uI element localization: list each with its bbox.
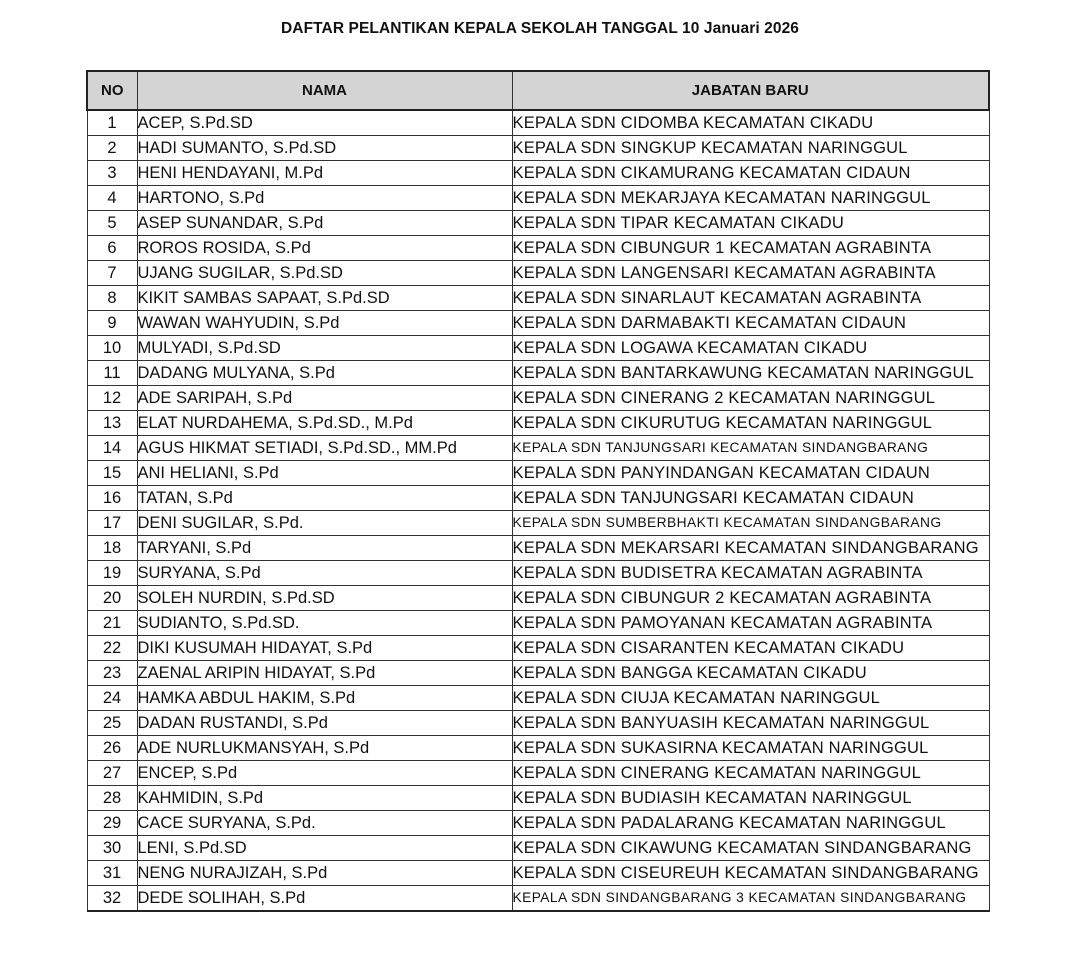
table-body (87, 110, 989, 911)
person-name: TATAN, S.Pd (137, 486, 512, 511)
person-name: KIKIT SAMBAS SAPAAT, S.Pd.SD (137, 286, 512, 311)
new-position: KEPALA SDN CISARANTEN KECAMATAN CIKADU (512, 636, 989, 661)
row-number: 14 (87, 436, 137, 461)
table-row (87, 436, 989, 461)
new-position: KEPALA SDN MEKARSARI KECAMATAN SINDANGBARANG (512, 536, 989, 561)
new-position: KEPALA SDN SINDANGBARANG 3 KECAMATAN SINDANGBARANG (512, 886, 989, 912)
new-position: KEPALA SDN CIKURUTUG KECAMATAN NARINGGUL (512, 411, 989, 436)
appointment-table (86, 70, 990, 912)
new-position: KEPALA SDN MEKARJAYA KECAMATAN NARINGGUL (512, 186, 989, 211)
person-name: ACEP, S.Pd.SD (137, 110, 512, 136)
table-row (87, 511, 989, 536)
table-row (87, 336, 989, 361)
table-row (87, 286, 989, 311)
table-row (87, 211, 989, 236)
row-number: 8 (87, 286, 137, 311)
row-number: 5 (87, 211, 137, 236)
person-name: ANI HELIANI, S.Pd (137, 461, 512, 486)
row-number: 31 (87, 861, 137, 886)
row-number: 22 (87, 636, 137, 661)
column-header-jabatan: JABATAN BARU (512, 71, 989, 110)
table-row (87, 636, 989, 661)
table-row (87, 110, 989, 136)
row-number: 2 (87, 136, 137, 161)
person-name: HAMKA ABDUL HAKIM, S.Pd (137, 686, 512, 711)
table-row (87, 261, 989, 286)
row-number: 27 (87, 761, 137, 786)
table-row (87, 786, 989, 811)
table-row (87, 186, 989, 211)
new-position: KEPALA SDN BUDIASIH KECAMATAN NARINGGUL (512, 786, 989, 811)
row-number: 1 (87, 110, 137, 136)
new-position: KEPALA SDN SINGKUP KECAMATAN NARINGGUL (512, 136, 989, 161)
new-position: KEPALA SDN SUMBERBHAKTI KECAMATAN SINDANGBARANG (512, 511, 989, 536)
table-row (87, 586, 989, 611)
table-row (87, 461, 989, 486)
table-row (87, 886, 989, 912)
person-name: DADAN RUSTANDI, S.Pd (137, 711, 512, 736)
person-name: SOLEH NURDIN, S.Pd.SD (137, 586, 512, 611)
table-row (87, 136, 989, 161)
new-position: KEPALA SDN BANYUASIH KECAMATAN NARINGGUL (512, 711, 989, 736)
person-name: UJANG SUGILAR, S.Pd.SD (137, 261, 512, 286)
table-row (87, 836, 989, 861)
row-number: 9 (87, 311, 137, 336)
new-position: KEPALA SDN CIKAWUNG KECAMATAN SINDANGBARANG (512, 836, 989, 861)
person-name: AGUS HIKMAT SETIADI, S.Pd.SD., MM.Pd (137, 436, 512, 461)
row-number: 26 (87, 736, 137, 761)
table-row (87, 686, 989, 711)
person-name: ADE NURLUKMANSYAH, S.Pd (137, 736, 512, 761)
row-number: 16 (87, 486, 137, 511)
row-number: 18 (87, 536, 137, 561)
person-name: WAWAN WAHYUDIN, S.Pd (137, 311, 512, 336)
new-position: KEPALA SDN DARMABAKTI KECAMATAN CIDAUN (512, 311, 989, 336)
new-position: KEPALA SDN CIDOMBA KECAMATAN CIKADU (512, 110, 989, 136)
person-name: DEDE SOLIHAH, S.Pd (137, 886, 512, 912)
row-number: 4 (87, 186, 137, 211)
table-row (87, 386, 989, 411)
row-number: 30 (87, 836, 137, 861)
table-row (87, 761, 989, 786)
column-header-nama: NAMA (137, 71, 512, 110)
new-position: KEPALA SDN CIBUNGUR 2 KECAMATAN AGRABINTA (512, 586, 989, 611)
person-name: ENCEP, S.Pd (137, 761, 512, 786)
table-row (87, 661, 989, 686)
row-number: 29 (87, 811, 137, 836)
person-name: ELAT NURDAHEMA, S.Pd.SD., M.Pd (137, 411, 512, 436)
table-row (87, 736, 989, 761)
table-row (87, 711, 989, 736)
person-name: NENG NURAJIZAH, S.Pd (137, 861, 512, 886)
row-number: 7 (87, 261, 137, 286)
row-number: 10 (87, 336, 137, 361)
table-row (87, 611, 989, 636)
new-position: KEPALA SDN TANJUNGSARI KECAMATAN SINDANGBARANG (512, 436, 989, 461)
person-name: CACE SURYANA, S.Pd. (137, 811, 512, 836)
person-name: ASEP SUNANDAR, S.Pd (137, 211, 512, 236)
new-position: KEPALA SDN CIKAMURANG KECAMATAN CIDAUN (512, 161, 989, 186)
new-position: KEPALA SDN PAMOYANAN KECAMATAN AGRABINTA (512, 611, 989, 636)
table-row (87, 236, 989, 261)
new-position: KEPALA SDN BANTARKAWUNG KECAMATAN NARINGGUL (512, 361, 989, 386)
table-row (87, 861, 989, 886)
person-name: ZAENAL ARIPIN HIDAYAT, S.Pd (137, 661, 512, 686)
person-name: KAHMIDIN, S.Pd (137, 786, 512, 811)
row-number: 17 (87, 511, 137, 536)
person-name: DADANG MULYANA, S.Pd (137, 361, 512, 386)
row-number: 20 (87, 586, 137, 611)
new-position: KEPALA SDN PANYINDANGAN KECAMATAN CIDAUN (512, 461, 989, 486)
row-number: 3 (87, 161, 137, 186)
new-position: KEPALA SDN PADALARANG KECAMATAN NARINGGUL (512, 811, 989, 836)
person-name: HADI SUMANTO, S.Pd.SD (137, 136, 512, 161)
new-position: KEPALA SDN CIUJA KECAMATAN NARINGGUL (512, 686, 989, 711)
new-position: KEPALA SDN CISEUREUH KECAMATAN SINDANGBARANG (512, 861, 989, 886)
person-name: TARYANI, S.Pd (137, 536, 512, 561)
new-position: KEPALA SDN LOGAWA KECAMATAN CIKADU (512, 336, 989, 361)
row-number: 12 (87, 386, 137, 411)
person-name: HENI HENDAYANI, M.Pd (137, 161, 512, 186)
new-position: KEPALA SDN SUKASIRNA KECAMATAN NARINGGUL (512, 736, 989, 761)
new-position: KEPALA SDN CINERANG 2 KECAMATAN NARINGGUL (512, 386, 989, 411)
person-name: LENI, S.Pd.SD (137, 836, 512, 861)
person-name: HARTONO, S.Pd (137, 186, 512, 211)
person-name: ADE SARIPAH, S.Pd (137, 386, 512, 411)
person-name: DENI SUGILAR, S.Pd. (137, 511, 512, 536)
person-name: ROROS ROSIDA, S.Pd (137, 236, 512, 261)
new-position: KEPALA SDN CIBUNGUR 1 KECAMATAN AGRABINTA (512, 236, 989, 261)
person-name: SUDIANTO, S.Pd.SD. (137, 611, 512, 636)
new-position: KEPALA SDN CINERANG KECAMATAN NARINGGUL (512, 761, 989, 786)
row-number: 21 (87, 611, 137, 636)
row-number: 28 (87, 786, 137, 811)
table-row (87, 161, 989, 186)
row-number: 15 (87, 461, 137, 486)
column-header-no: NO (87, 71, 137, 110)
person-name: SURYANA, S.Pd (137, 561, 512, 586)
new-position: KEPALA SDN BANGGA KECAMATAN CIKADU (512, 661, 989, 686)
new-position: KEPALA SDN BUDISETRA KECAMATAN AGRABINTA (512, 561, 989, 586)
document-title: DAFTAR PELANTIKAN KEPALA SEKOLAH TANGGAL 10 Januari 2026 (280, 20, 800, 37)
row-number: 25 (87, 711, 137, 736)
table-row (87, 361, 989, 386)
table-row (87, 811, 989, 836)
row-number: 11 (87, 361, 137, 386)
row-number: 24 (87, 686, 137, 711)
table-header (87, 71, 989, 110)
table-row (87, 311, 989, 336)
new-position: KEPALA SDN LANGENSARI KECAMATAN AGRABINTA (512, 261, 989, 286)
table-row (87, 561, 989, 586)
row-number: 13 (87, 411, 137, 436)
row-number: 32 (87, 886, 137, 912)
new-position: KEPALA SDN TANJUNGSARI KECAMATAN CIDAUN (512, 486, 989, 511)
person-name: MULYADI, S.Pd.SD (137, 336, 512, 361)
table-row (87, 411, 989, 436)
header-row (87, 71, 989, 110)
row-number: 19 (87, 561, 137, 586)
row-number: 23 (87, 661, 137, 686)
table-row (87, 486, 989, 511)
new-position: KEPALA SDN SINARLAUT KECAMATAN AGRABINTA (512, 286, 989, 311)
person-name: DIKI KUSUMAH HIDAYAT, S.Pd (137, 636, 512, 661)
table-row (87, 536, 989, 561)
row-number: 6 (87, 236, 137, 261)
new-position: KEPALA SDN TIPAR KECAMATAN CIKADU (512, 211, 989, 236)
